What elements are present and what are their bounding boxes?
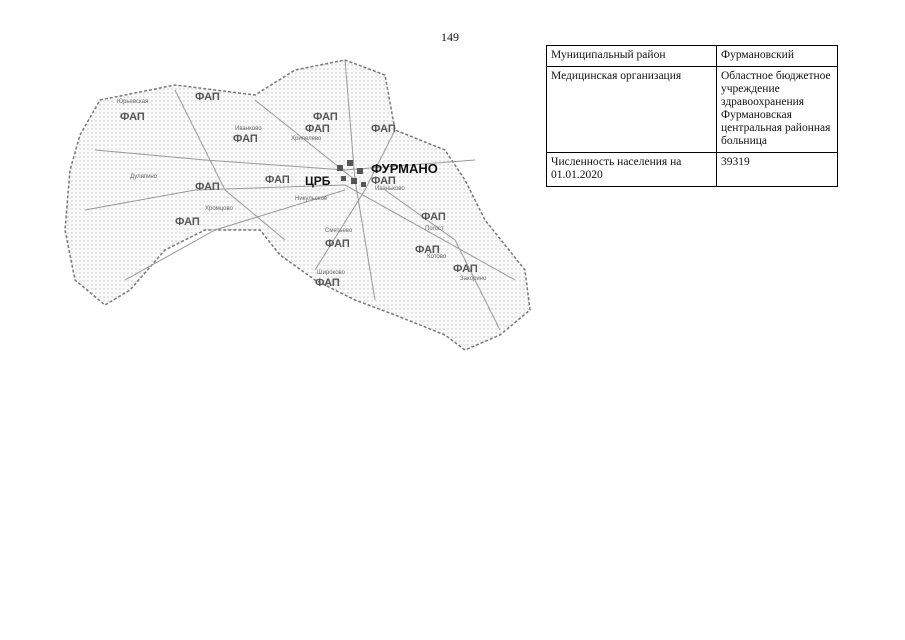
place-label: Никульское [295, 196, 328, 202]
table-row [547, 67, 838, 153]
place-label: Иваньково [375, 186, 405, 192]
place-label: Хрипелево [291, 136, 322, 142]
table-row [547, 153, 838, 187]
city-label: ФУРМАНО [371, 161, 438, 176]
fap-label: ФАП [195, 91, 220, 103]
fap-label: ФАП [305, 123, 330, 135]
place-label: Широково [317, 270, 346, 276]
row-label: Численность населения на 01.01.2020 [547, 153, 717, 187]
page-number: 149 [441, 30, 459, 44]
fap-label: ФАП [120, 111, 145, 123]
fap-label: ФАП [175, 216, 200, 228]
crb-label: ЦРБ [305, 174, 331, 188]
row-value: 39319 [717, 153, 838, 187]
fap-label: ФАП [315, 277, 340, 289]
place-label: Дуляпино [130, 174, 158, 180]
fap-label: ФАП [265, 174, 290, 186]
fap-label: ФАП [415, 244, 440, 256]
fap-label: ФАП [313, 111, 338, 123]
fap-label: ФАП [195, 181, 220, 193]
fap-label: ФАП [453, 263, 478, 275]
district-map-graphic [55, 40, 555, 360]
district-map [55, 40, 555, 360]
place-label: Иванково [235, 126, 262, 132]
place-label: Котово [427, 254, 447, 260]
fap-label: ФАП [421, 211, 446, 223]
place-label: Закорино [460, 276, 487, 282]
place-label: Сметьево [325, 228, 353, 234]
place-label: Хромцово [205, 206, 233, 212]
fap-label: ФАП [371, 123, 396, 135]
table-row [547, 46, 838, 67]
row-label: Медицинская организация [547, 67, 717, 153]
place-label: Юрьевская [117, 99, 149, 105]
fap-label: ФАП [371, 175, 396, 187]
info-table [546, 45, 838, 187]
row-value: Фурмановский [717, 46, 838, 67]
place-label: Погост [425, 226, 444, 232]
fap-label: ФАП [325, 238, 350, 250]
row-label: Муниципальный район [547, 46, 717, 67]
fap-label: ФАП [233, 133, 258, 145]
row-value: Областное бюджетное учреждение здравоохранения Фурмановская центральная районная больница [717, 67, 838, 153]
